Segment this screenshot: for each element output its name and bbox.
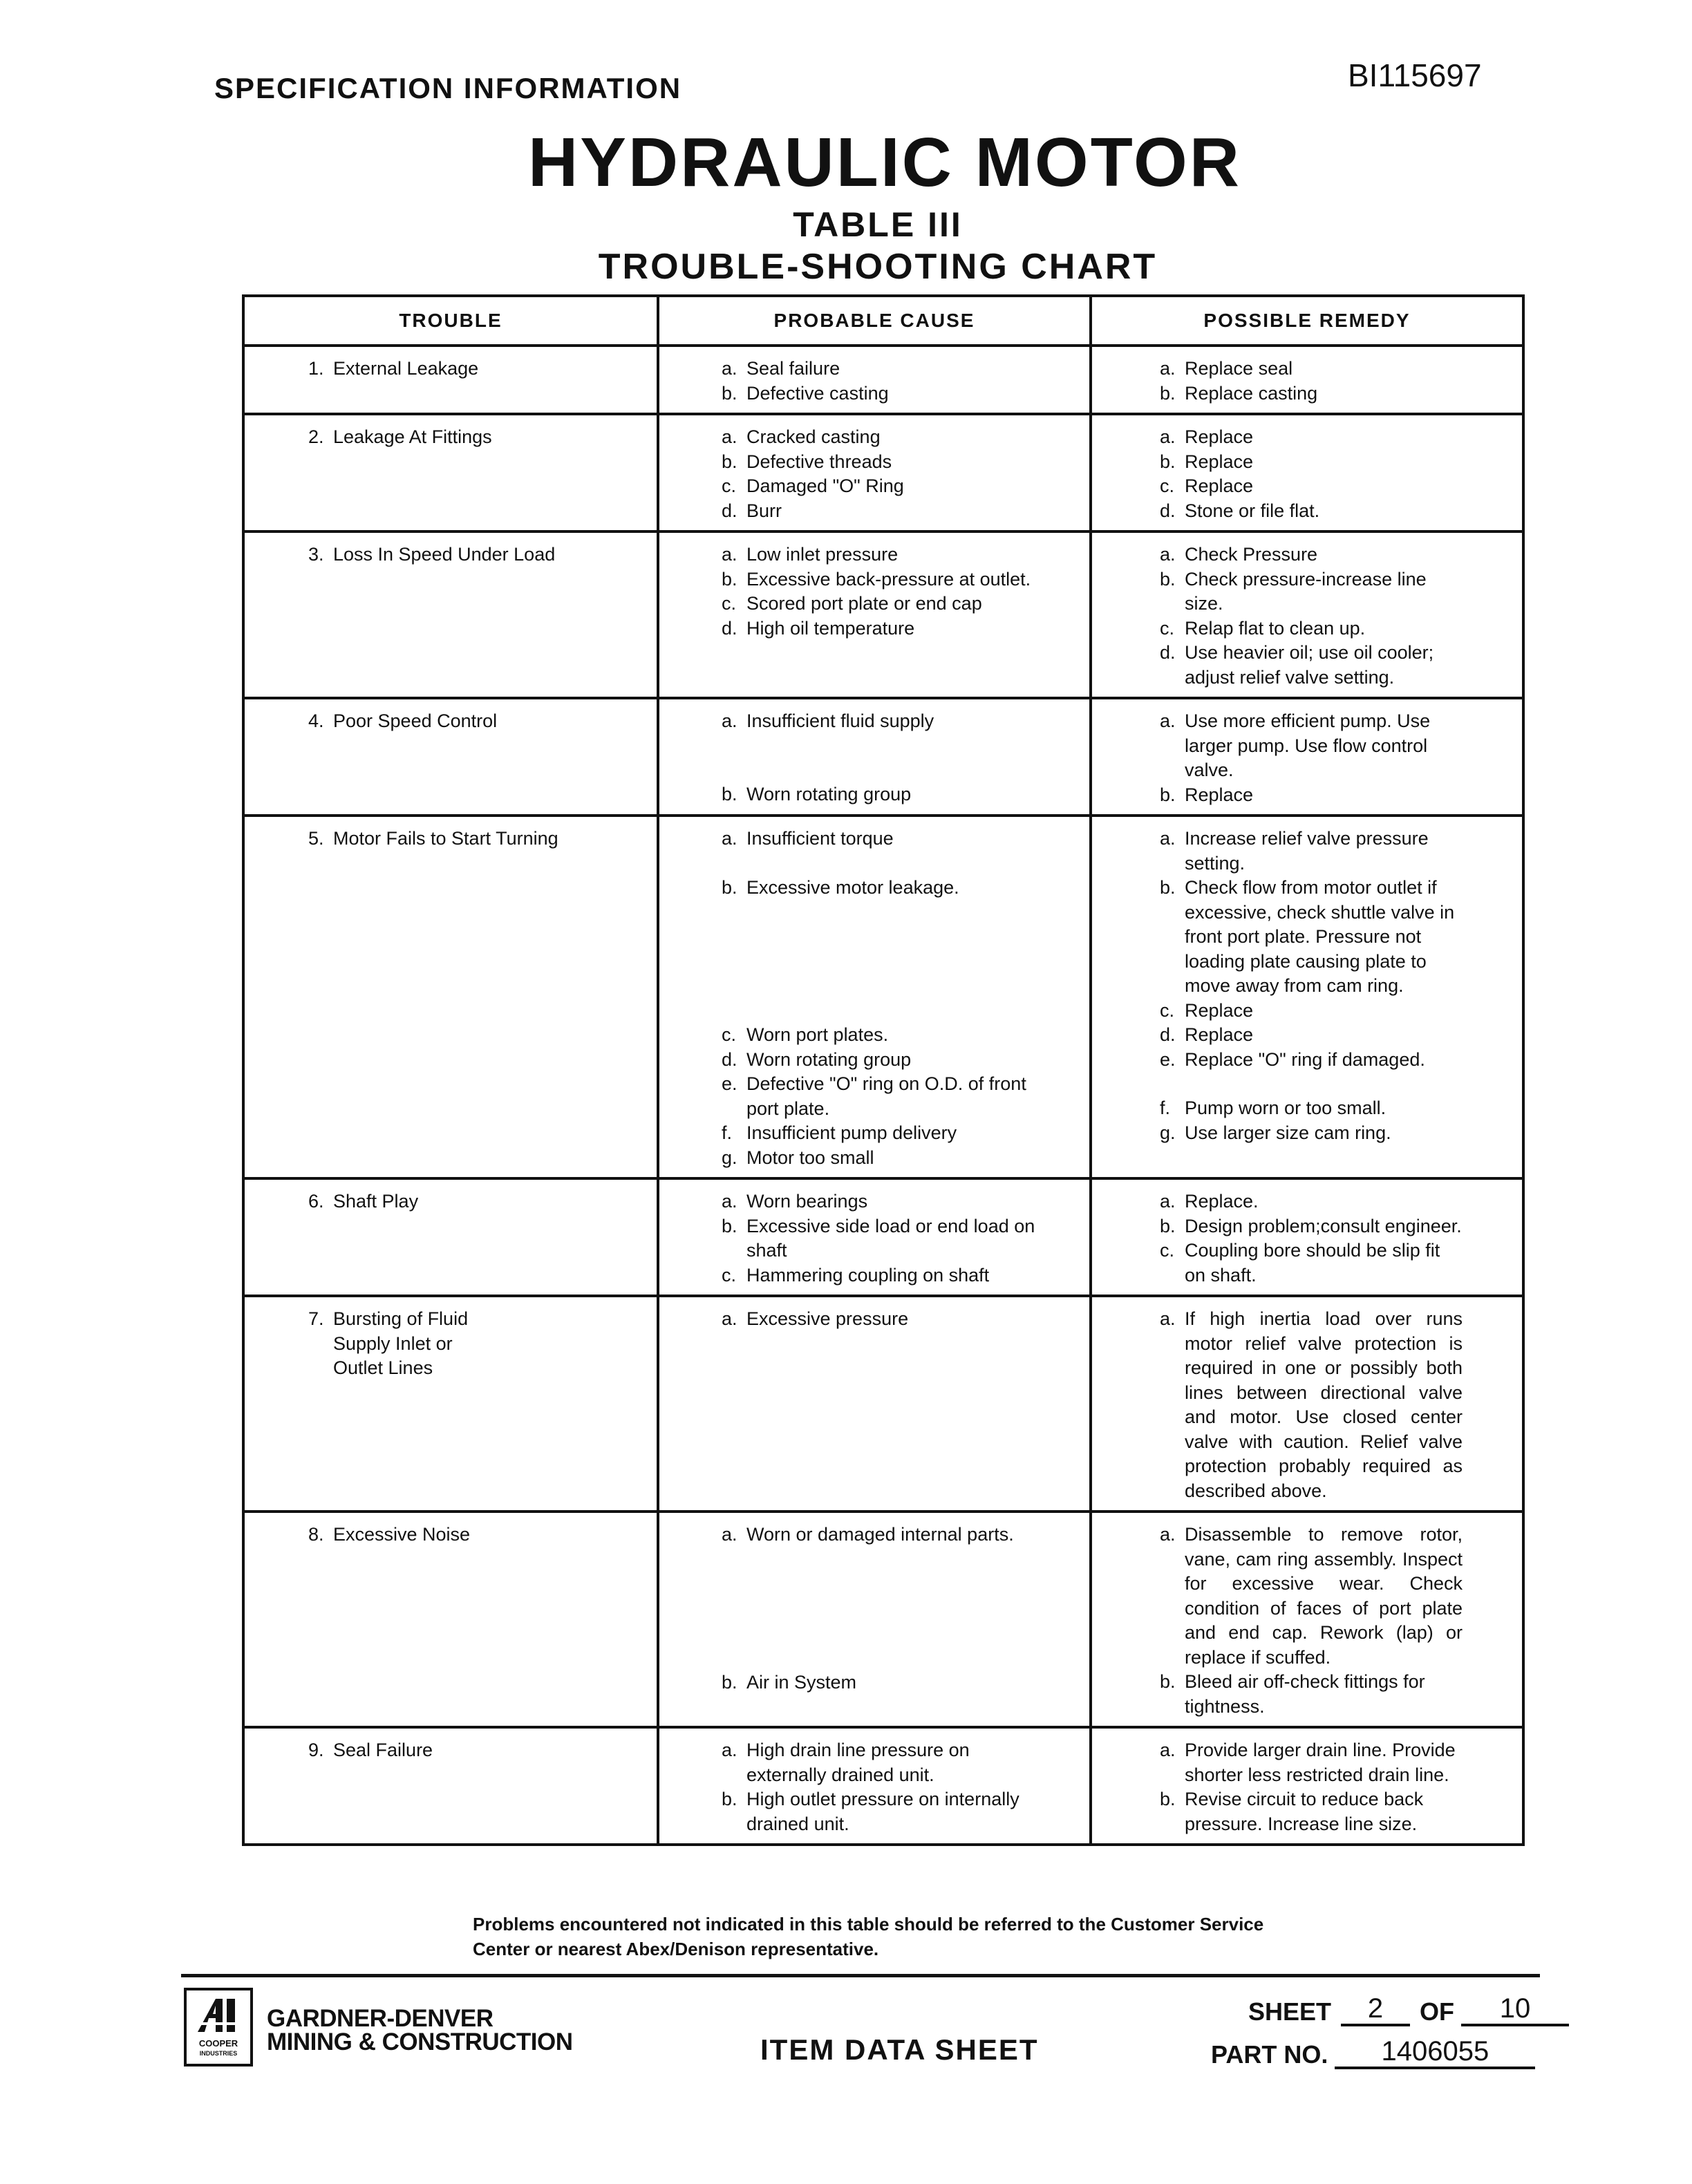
cause-item: a. Worn or damaged internal parts.	[722, 1524, 1014, 1545]
cause-item: b. High outlet pressure on internally drained unit.	[722, 1789, 1019, 1834]
remedy-item: b. Check flow from motor outlet if excessive, check shuttle valve in front port plate. Pressure not loading plate causing plate to move away from cam ring.	[1160, 877, 1455, 996]
remedy-item: f. Pump worn or too small.	[1160, 1098, 1386, 1118]
remedy-item: a. Replace	[1160, 426, 1254, 447]
table-row	[243, 414, 1523, 531]
trouble-cell	[243, 1296, 658, 1512]
trouble-cell	[243, 531, 658, 698]
column-header-trouble: TROUBLE	[243, 296, 658, 346]
cause-item: a. Low inlet pressure	[722, 544, 899, 565]
footnote	[473, 1912, 1440, 1961]
trouble-number: 7.	[308, 1308, 324, 1329]
cause-item: a. Insufficient fluid supply	[722, 710, 934, 731]
trouble-text: Supply Inlet or	[333, 1333, 453, 1354]
remedy-item: c. Replace	[1160, 476, 1254, 496]
table-label: TABLE III	[793, 205, 963, 244]
cause-item: c. Scored port plate or end cap	[722, 593, 982, 614]
cause-item: a. Cracked casting	[722, 426, 881, 447]
remedy-cell	[1091, 414, 1523, 531]
cause-cell	[658, 1512, 1091, 1727]
sheet-current: 2	[1341, 1993, 1410, 2026]
trouble-number: 8.	[308, 1524, 324, 1545]
remedy-cell	[1091, 1178, 1523, 1296]
cause-item: b. Air in System	[722, 1671, 857, 1693]
cause-cell	[658, 1178, 1091, 1296]
cause-item: c. Worn port plates.	[722, 1024, 889, 1045]
remedy-item: b. Replace	[1160, 784, 1254, 805]
trouble-cell	[243, 1727, 658, 1845]
trouble-text: Excessive Noise	[333, 1524, 471, 1545]
table-header-row	[243, 296, 1523, 346]
table-row	[243, 698, 1523, 816]
trouble-number: 3.	[308, 544, 324, 565]
cause-item: d. Worn rotating group	[722, 1048, 912, 1070]
trouble-cell	[243, 1178, 658, 1296]
cause-item: d. Burr	[722, 500, 782, 521]
trouble-number: 2.	[308, 426, 324, 447]
trouble-number: 5.	[308, 828, 324, 849]
chart-title: TROUBLE-SHOOTING CHART	[598, 247, 1158, 287]
cause-cell	[658, 698, 1091, 816]
remedy-item: b. Replace	[1160, 451, 1254, 472]
remedy-cell	[1091, 1296, 1523, 1512]
table-row	[243, 346, 1523, 414]
remedy-item: a. Increase relief valve pressure setting.	[1160, 828, 1429, 874]
cause-cell	[658, 414, 1091, 531]
remedy-item: b. Check pressure-increase line size.	[1160, 568, 1427, 614]
cause-item: b. Defective threads	[722, 451, 892, 472]
remedy-item: b. Replace casting	[1160, 382, 1318, 404]
trouble-number: 4.	[308, 710, 324, 731]
remedy-cell	[1091, 346, 1523, 414]
remedy-item: a. Provide larger drain line. Provide shorter less restricted drain line.	[1160, 1740, 1456, 1785]
remedy-cell	[1091, 1512, 1523, 1727]
trouble-text: External Leakage	[333, 358, 479, 379]
table-row	[243, 816, 1523, 1178]
cause-item: a. Insufficient torque	[722, 828, 894, 849]
table-row	[243, 1178, 1523, 1296]
trouble-text: Seal Failure	[333, 1740, 433, 1760]
cause-item: c. Damaged "O" Ring	[722, 476, 904, 496]
cause-item: c. Hammering coupling on shaft	[722, 1264, 990, 1286]
cause-item: d. High oil temperature	[722, 617, 915, 639]
remedy-item: d. Stone or file flat.	[1160, 500, 1320, 521]
cause-item: b. Excessive back-pressure at outlet.	[722, 568, 1031, 590]
part-number: PART NO. 1406055	[1211, 2036, 1535, 2069]
trouble-number: 9.	[308, 1740, 324, 1760]
remedy-cell	[1091, 816, 1523, 1178]
cause-item: a. Worn bearings	[722, 1191, 868, 1212]
document-id: BI115697	[1348, 57, 1482, 93]
cause-item: g. Motor too small	[722, 1147, 874, 1168]
logo-text: INDUSTRIES	[199, 2050, 238, 2057]
sheet-number: SHEET 2 OF 10	[1248, 1993, 1569, 2026]
trouble-text: Motor Fails to Start Turning	[333, 828, 558, 849]
trouble-text: Bursting of Fluid	[333, 1308, 469, 1329]
cause-item: a. High drain line pressure on externally drained unit.	[722, 1740, 970, 1785]
remedy-cell	[1091, 698, 1523, 816]
table-row	[243, 1296, 1523, 1512]
cause-item: b. Defective casting	[722, 382, 889, 404]
remedy-cell	[1091, 531, 1523, 698]
remedy-item: a. Check Pressure	[1160, 544, 1318, 565]
document-type: ITEM DATA SHEET	[760, 2033, 1039, 2066]
trouble-number: 6.	[308, 1191, 324, 1212]
cause-item: f. Insufficient pump delivery	[722, 1122, 957, 1143]
cause-item: a. Excessive pressure	[722, 1308, 909, 1329]
remedy-item: c. Relap flat to clean up.	[1160, 617, 1366, 639]
company-name: GARDNER-DENVER MINING & CONSTRUCTION	[267, 2005, 573, 2055]
remedy-item: a. Replace.	[1160, 1191, 1259, 1212]
remedy-item: b. Bleed air off-check fittings for tightness.	[1160, 1671, 1425, 1717]
column-header-remedy: POSSIBLE REMEDY	[1091, 296, 1523, 346]
column-header-cause: PROBABLE CAUSE	[658, 296, 1091, 346]
footer-divider	[181, 1974, 1540, 1977]
part-number-value: 1406055	[1335, 2036, 1535, 2069]
remedy-item: c. Coupling bore should be slip fit on shaft.	[1160, 1240, 1440, 1286]
trouble-cell	[243, 698, 658, 816]
cause-item: b. Excessive side load or end load on shaft	[722, 1215, 1035, 1261]
sheet-total: 10	[1461, 1993, 1569, 2026]
trouble-cell	[243, 346, 658, 414]
cause-item: a. Seal failure	[722, 358, 840, 379]
remedy-item: e. Replace "O" ring if damaged.	[1160, 1048, 1425, 1070]
cooper-logo-icon	[195, 1995, 243, 2036]
remedy-item: g. Use larger size cam ring.	[1160, 1122, 1391, 1143]
cause-item: b. Worn rotating group	[722, 783, 912, 804]
logo-text: COOPER	[198, 2038, 238, 2049]
remedy-item: a. Replace seal	[1160, 358, 1293, 379]
trouble-cell	[243, 816, 658, 1178]
trouble-shooting-table	[242, 294, 1525, 1846]
footnote-line: Problems encountered not indicated in this table should be referred to the Customer Service	[473, 1914, 1264, 1934]
trouble-cell	[243, 414, 658, 531]
remedy-item: a. Disassemble to remove rotor, vane, cam ring assembly. Inspect for excessive wear. Check condition of faces of port plate and end cap. Rework (lap) or replace if scuffed.	[1160, 1524, 1463, 1668]
table-row	[243, 531, 1523, 698]
company-logo	[184, 1988, 253, 2067]
trouble-text: Loss In Speed Under Load	[333, 544, 556, 565]
trouble-number: 1.	[308, 358, 324, 379]
footnote-line: Center or nearest Abex/Denison representative.	[473, 1939, 879, 1959]
remedy-cell	[1091, 1727, 1523, 1845]
cause-cell	[658, 346, 1091, 414]
cause-item: b. Excessive motor leakage.	[722, 876, 959, 898]
cause-cell	[658, 531, 1091, 698]
remedy-item: d. Use heavier oil; use oil cooler; adjust relief valve setting.	[1160, 642, 1434, 688]
cause-cell	[658, 1727, 1091, 1845]
cause-item: e. Defective "O" ring on O.D. of front port plate.	[722, 1073, 1026, 1119]
page-title: HYDRAULIC MOTOR	[527, 124, 1241, 201]
table-row	[243, 1727, 1523, 1845]
remedy-item: b. Revise circuit to reduce back pressure. Increase line size.	[1160, 1789, 1424, 1834]
trouble-text: Poor Speed Control	[333, 710, 498, 731]
trouble-text: Outlet Lines	[333, 1357, 433, 1378]
cause-cell	[658, 816, 1091, 1178]
remedy-item: b. Design problem;consult engineer.	[1160, 1215, 1462, 1236]
remedy-item: a. If high inertia load over runs motor relief valve protection is required in one or possibly both lines between directional valve and motor. Use closed center valve with caution. Relief valve protection probably required as described above.	[1160, 1308, 1463, 1501]
remedy-item: a. Use more efficient pump. Use larger pump. Use flow control valve.	[1160, 710, 1431, 780]
trouble-text: Shaft Play	[333, 1191, 419, 1212]
spec-label: SPECIFICATION INFORMATION	[214, 72, 682, 104]
trouble-text: Leakage At Fittings	[333, 426, 492, 447]
remedy-item: c. Replace	[1160, 999, 1254, 1021]
table-row	[243, 1512, 1523, 1727]
trouble-cell	[243, 1512, 658, 1727]
cause-cell	[658, 1296, 1091, 1512]
remedy-item: d. Replace	[1160, 1024, 1254, 1045]
